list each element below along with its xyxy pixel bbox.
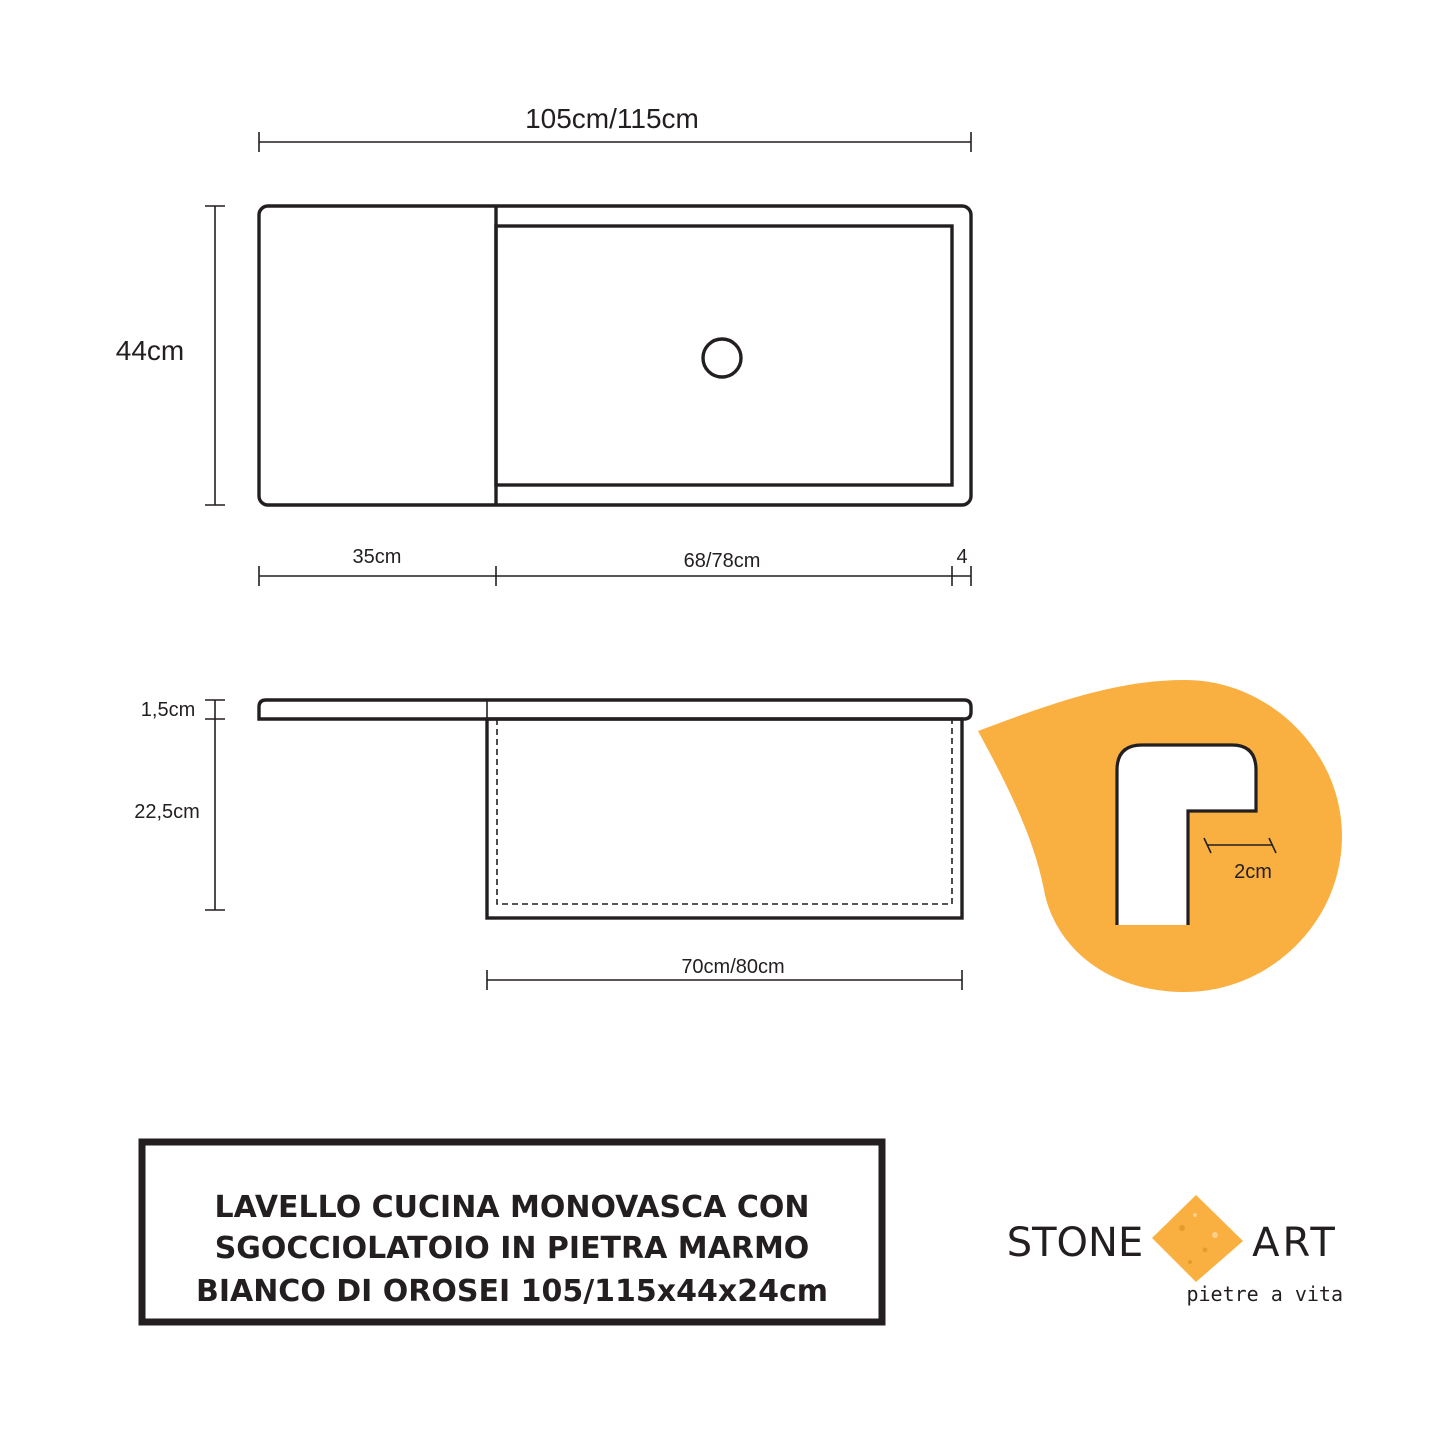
title-box	[142, 1142, 882, 1322]
width-dimension-line	[259, 132, 971, 152]
depth-dimension-line	[205, 700, 225, 910]
stone-art-logo	[1007, 1195, 1343, 1306]
drainer-width-label: 35cm	[352, 546, 402, 568]
edge-detail-callout	[978, 680, 1342, 992]
basin-inner	[496, 226, 952, 485]
detail-thickness-label: 2cm	[1234, 861, 1272, 883]
height-label: 44cm	[115, 335, 185, 366]
basin-hidden-edge	[497, 719, 952, 904]
basin-depth-label: 22,5cm	[134, 801, 200, 823]
drain-hole	[703, 339, 741, 377]
width-label: 105cm/115cm	[525, 103, 699, 134]
slab-thickness-label: 1,5cm	[140, 699, 196, 721]
title-line-3: BIANCO DI OROSEI 105/115x44x24cm	[195, 1274, 829, 1309]
rim-width-label: 4	[956, 546, 968, 568]
slab-profile	[259, 700, 971, 719]
diamond-stone-icon	[1152, 1195, 1243, 1282]
side-width-label: 70cm/80cm	[681, 956, 785, 978]
basin-body	[487, 719, 962, 918]
logo-tagline: pietre a vita	[1186, 1282, 1343, 1306]
segment-dimension-line	[259, 566, 971, 586]
height-dimension-line	[205, 206, 225, 505]
basin-width-label: 68/78cm	[683, 550, 761, 572]
sink-outline	[259, 206, 971, 505]
side-view	[134, 699, 971, 990]
logo-text-left: STONE	[1006, 1220, 1144, 1266]
title-line-1: LAVELLO CUCINA MONOVASCA CON	[214, 1190, 810, 1225]
top-view	[116, 103, 971, 586]
title-line-2: SGOCCIOLATOIO IN PIETRA MARMO	[214, 1231, 810, 1266]
logo-text-right: ART	[1252, 1220, 1338, 1266]
